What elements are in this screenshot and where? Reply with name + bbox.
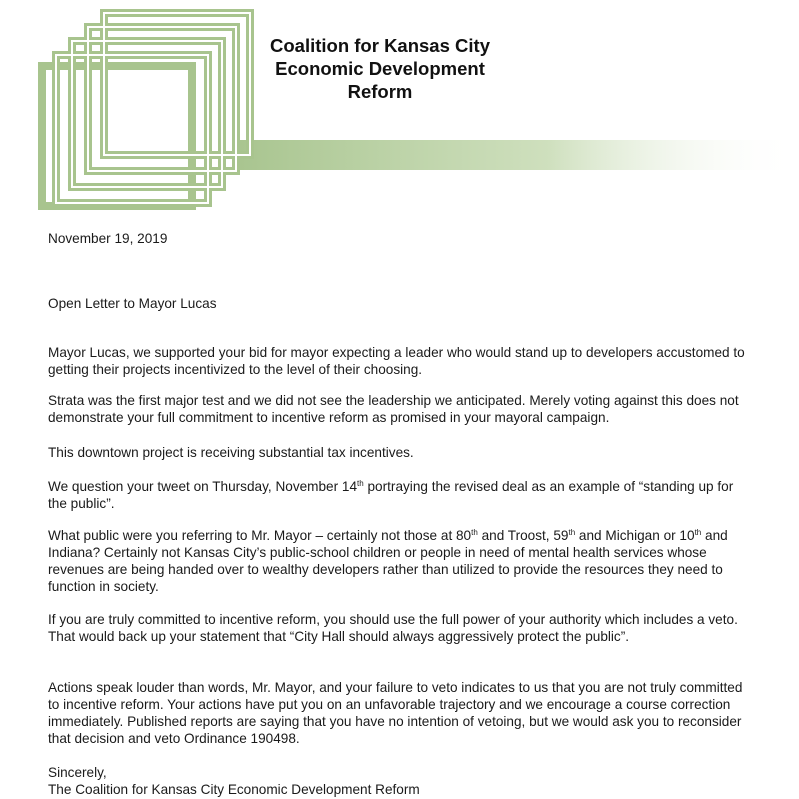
logo-frame-2 bbox=[88, 27, 236, 171]
org-name-line-3: Reform bbox=[347, 81, 413, 102]
org-name-line-2: Economic Development bbox=[275, 58, 485, 79]
letterhead-band bbox=[240, 140, 799, 170]
p4-text-a: We question your tweet on Thursday, November 14 bbox=[48, 478, 358, 494]
p5-text-a: What public were you referring to Mr. Mayor – certainly not those at 80 bbox=[48, 527, 472, 543]
p5-text-d: and Indiana? Certainly not Kansas City’s public-school children or people in need of mental health services whose revenues are being handed over to wealthy developers rather than utilized to provide the resources they need to function in society. bbox=[48, 527, 728, 594]
org-name-line-1: Coalition for Kansas City bbox=[270, 35, 490, 56]
paragraph-2: Strata was the first major test and we did not see the leadership we anticipated. Merely voting against this does not demonstrate your full commitment to incentive reform as promised in your mayoral campaign. bbox=[48, 392, 739, 425]
closing-line: Sincerely, bbox=[48, 765, 107, 780]
signature-line: The Coalition for Kansas City Economic Development Reform bbox=[48, 782, 420, 797]
paragraph-4 bbox=[48, 478, 748, 512]
p5-sup-c: th bbox=[694, 527, 702, 537]
p5-sup-b: th bbox=[568, 527, 576, 537]
logo-frame-4 bbox=[56, 55, 208, 203]
paragraph-5 bbox=[48, 527, 748, 595]
organization-name bbox=[250, 34, 510, 103]
p5-sup-a: th bbox=[471, 527, 478, 537]
paragraph-3: This downtown project is receiving substantial tax incentives. bbox=[48, 444, 414, 460]
coalition-logo bbox=[0, 0, 799, 215]
letter-date: November 19, 2019 bbox=[48, 231, 168, 246]
p4-text-b: portraying the revised deal as an example of “standing up for the public”. bbox=[48, 478, 734, 511]
p4-sup-a: th bbox=[357, 478, 364, 488]
p5-text-b: and Troost, 59 bbox=[477, 527, 569, 543]
p5-text-c: and Michigan or 10 bbox=[575, 527, 695, 543]
letter-closing bbox=[48, 764, 748, 798]
paragraph-7: Actions speak louder than words, Mr. Mayor, and your failure to veto indicates to us that you are not truly committed to incentive reform. Your actions have put you on an unfavorable trajectory and we encourage a course correction immediately. Published reports are saying that you have no intention of vetoing, but we would ask you to reconsider that decision and veto Ordinance 190498. bbox=[48, 679, 743, 746]
paragraph-6: If you are truly committed to incentive reform, you should use the full power of your authority which includes a veto. That would back up your statement that “City Hall should always aggressively protect the public”. bbox=[48, 611, 738, 644]
logo-frame-1 bbox=[104, 13, 250, 155]
letter-salutation: Open Letter to Mayor Lucas bbox=[48, 296, 217, 311]
paragraph-1: Mayor Lucas, we supported your bid for mayor expecting a leader who would stand up to developers accustomed to getting their projects incentivized to the level of their choosing. bbox=[48, 344, 745, 377]
